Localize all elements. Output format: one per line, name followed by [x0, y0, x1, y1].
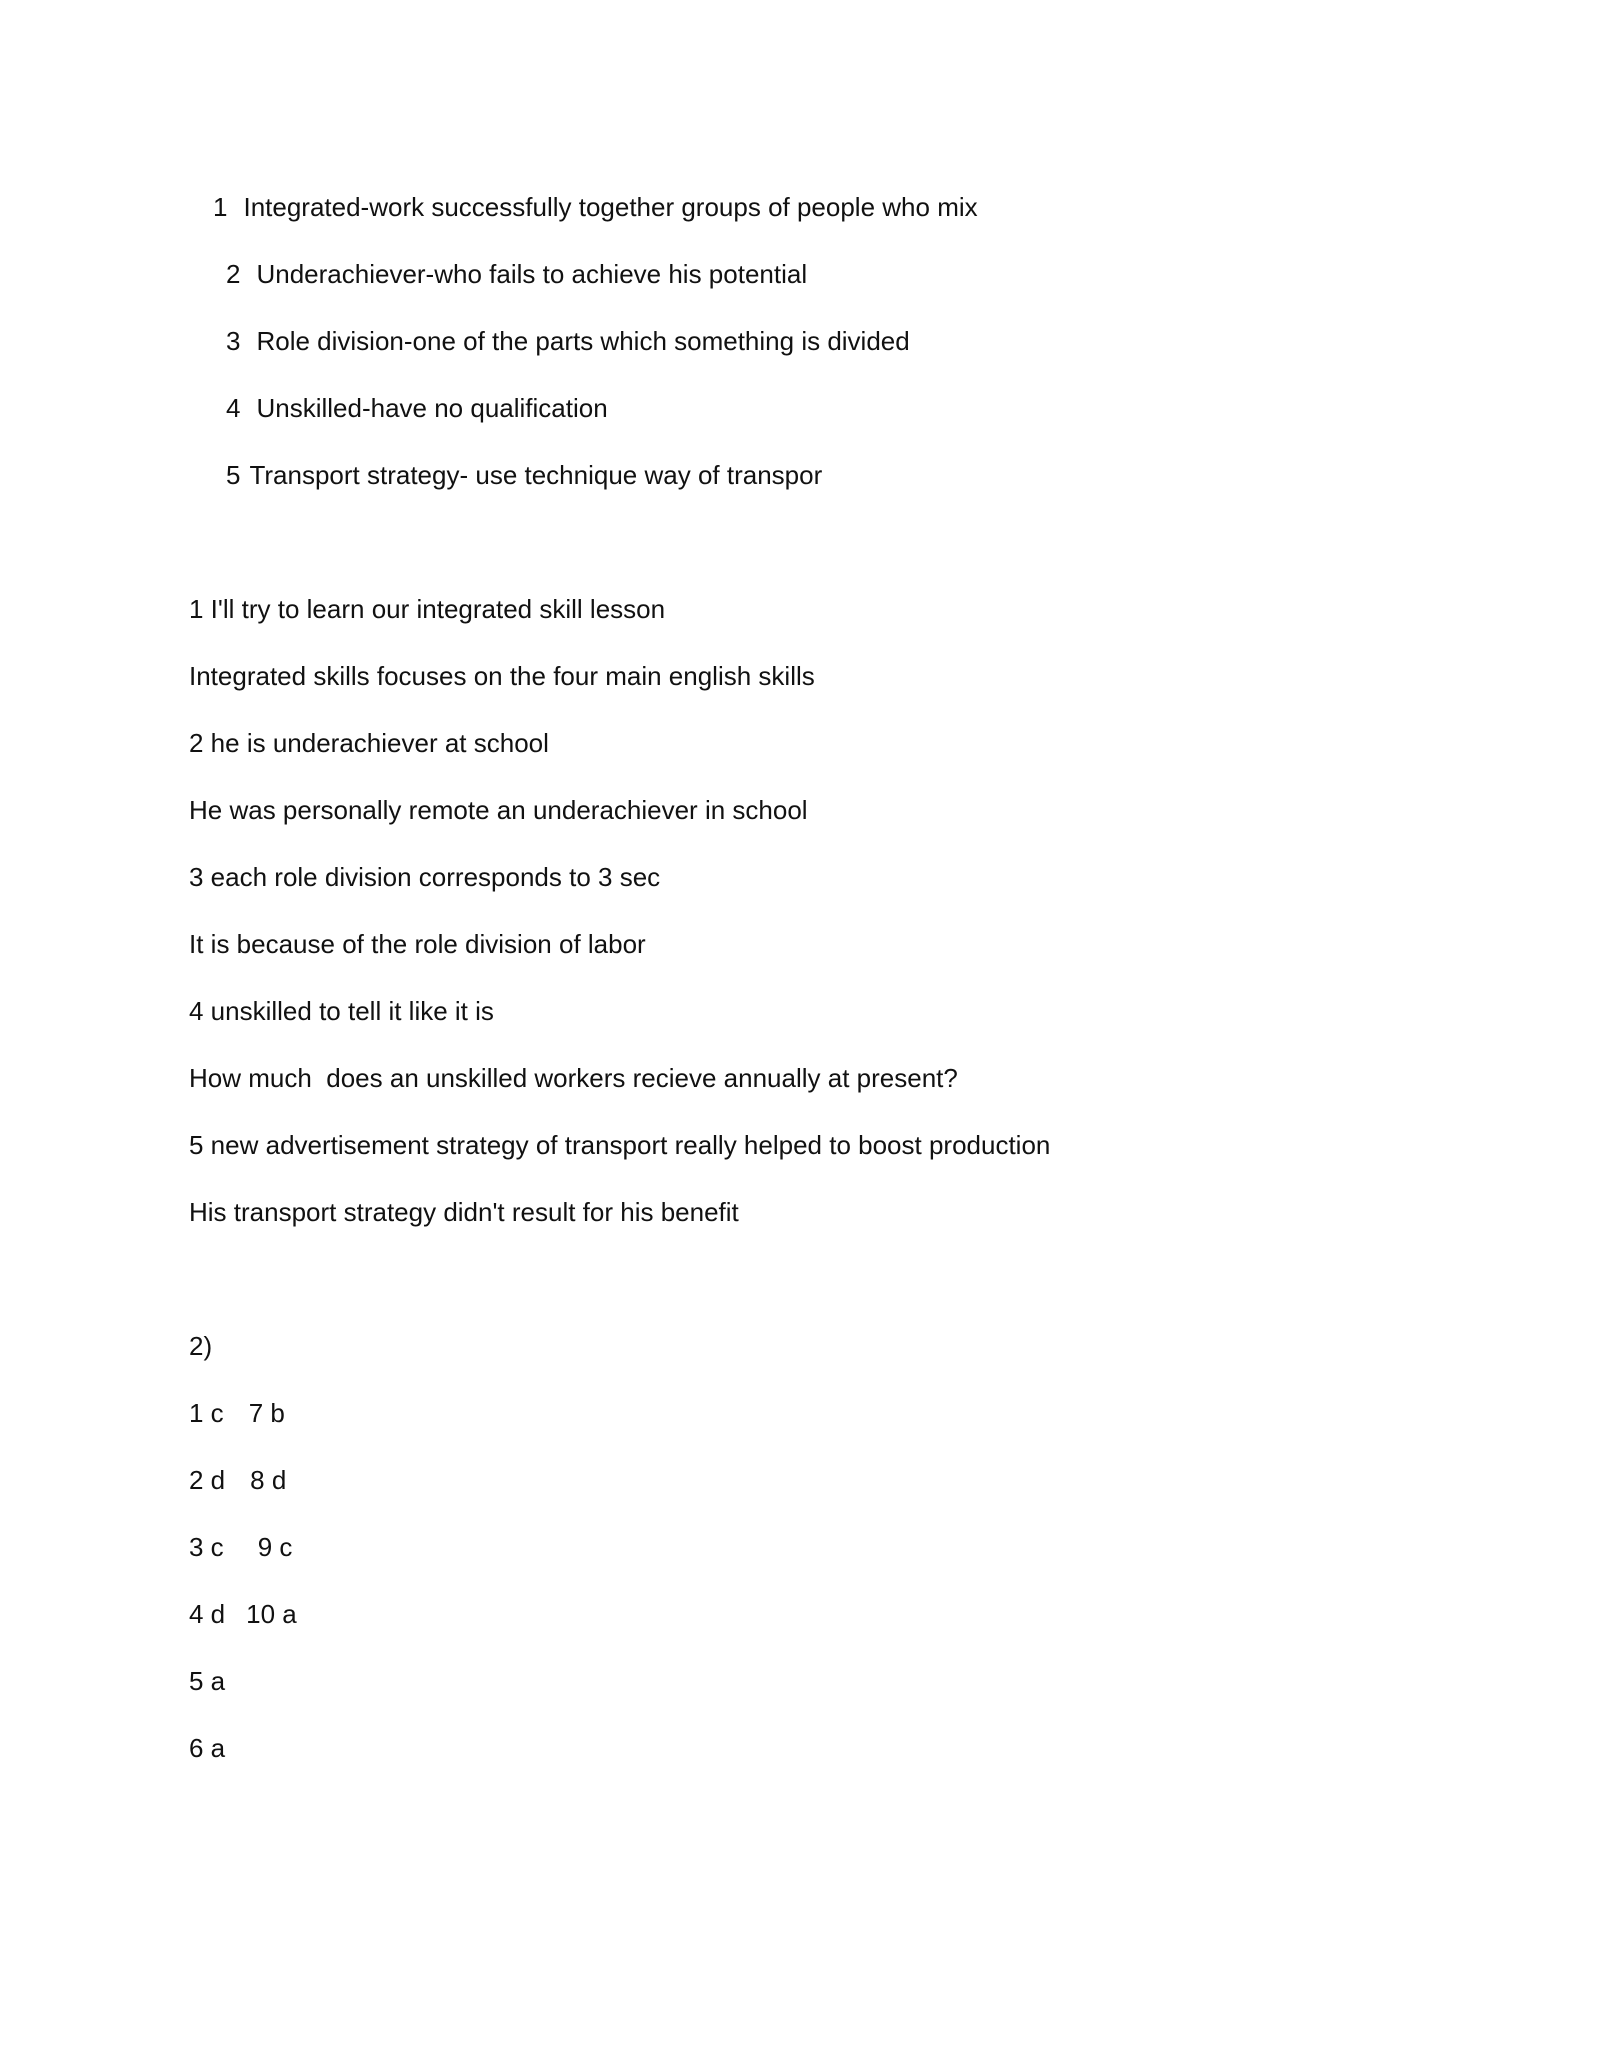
definition-item — [226, 391, 608, 425]
sentence-line: Integrated skills focuses on the four main english skills — [189, 661, 815, 691]
sentence-line: 2 he is underachiever at school — [189, 728, 549, 758]
answer-left: 5 a — [189, 1666, 226, 1696]
definition-number: 2 — [226, 259, 241, 289]
sentence-line: 5 new advertisement strategy of transport really helped to boost production — [189, 1130, 1051, 1160]
definition-item — [226, 324, 910, 358]
definition-item — [226, 257, 807, 291]
section-heading: 2) — [189, 1331, 213, 1361]
sentence-line: 1 I'll try to learn our integrated skill lesson — [189, 594, 666, 624]
sentence-line: 4 unskilled to tell it like it is — [189, 996, 494, 1026]
answer-row — [189, 1664, 225, 1698]
definition-text: Role division-one of the parts which something is divided — [256, 326, 910, 356]
answer-left: 1 c — [189, 1398, 224, 1428]
sentence-line: It is because of the role division of labor — [189, 929, 646, 959]
answer-left: 4 d — [189, 1599, 226, 1629]
sentence-line: He was personally remote an underachiever in school — [189, 795, 808, 825]
answer-row — [189, 1463, 286, 1497]
answer-right: 10 a — [246, 1599, 297, 1629]
definition-item — [213, 190, 978, 224]
answer-right: 9 c — [257, 1532, 293, 1562]
answer-row — [189, 1597, 297, 1631]
definition-number: 3 — [226, 326, 241, 356]
definition-text: Underachiever-who fails to achieve his potential — [256, 259, 808, 289]
answer-left: 6 a — [189, 1733, 226, 1763]
definition-text: Integrated-work successfully together groups of people who mix — [243, 192, 978, 222]
answer-left: 3 c — [189, 1532, 224, 1562]
answer-left: 2 d — [189, 1465, 226, 1495]
sentence-line: 3 each role division corresponds to 3 sec — [189, 862, 661, 892]
definition-text: Transport strategy- use technique way of transpor — [249, 460, 823, 490]
answer-row — [189, 1731, 225, 1765]
definition-number: 4 — [226, 393, 241, 423]
answer-right: 7 b — [248, 1398, 285, 1428]
answer-row — [189, 1396, 285, 1430]
definition-number: 5 — [226, 460, 241, 490]
sentence-line: His transport strategy didn't result for his benefit — [189, 1197, 739, 1227]
sentence-line: How much does an unskilled workers recieve annually at present? — [189, 1063, 958, 1093]
answer-right: 8 d — [250, 1465, 287, 1495]
definition-item — [226, 458, 822, 492]
answer-row — [189, 1530, 292, 1564]
definition-text: Unskilled-have no qualification — [256, 393, 608, 423]
definition-number: 1 — [213, 192, 228, 222]
